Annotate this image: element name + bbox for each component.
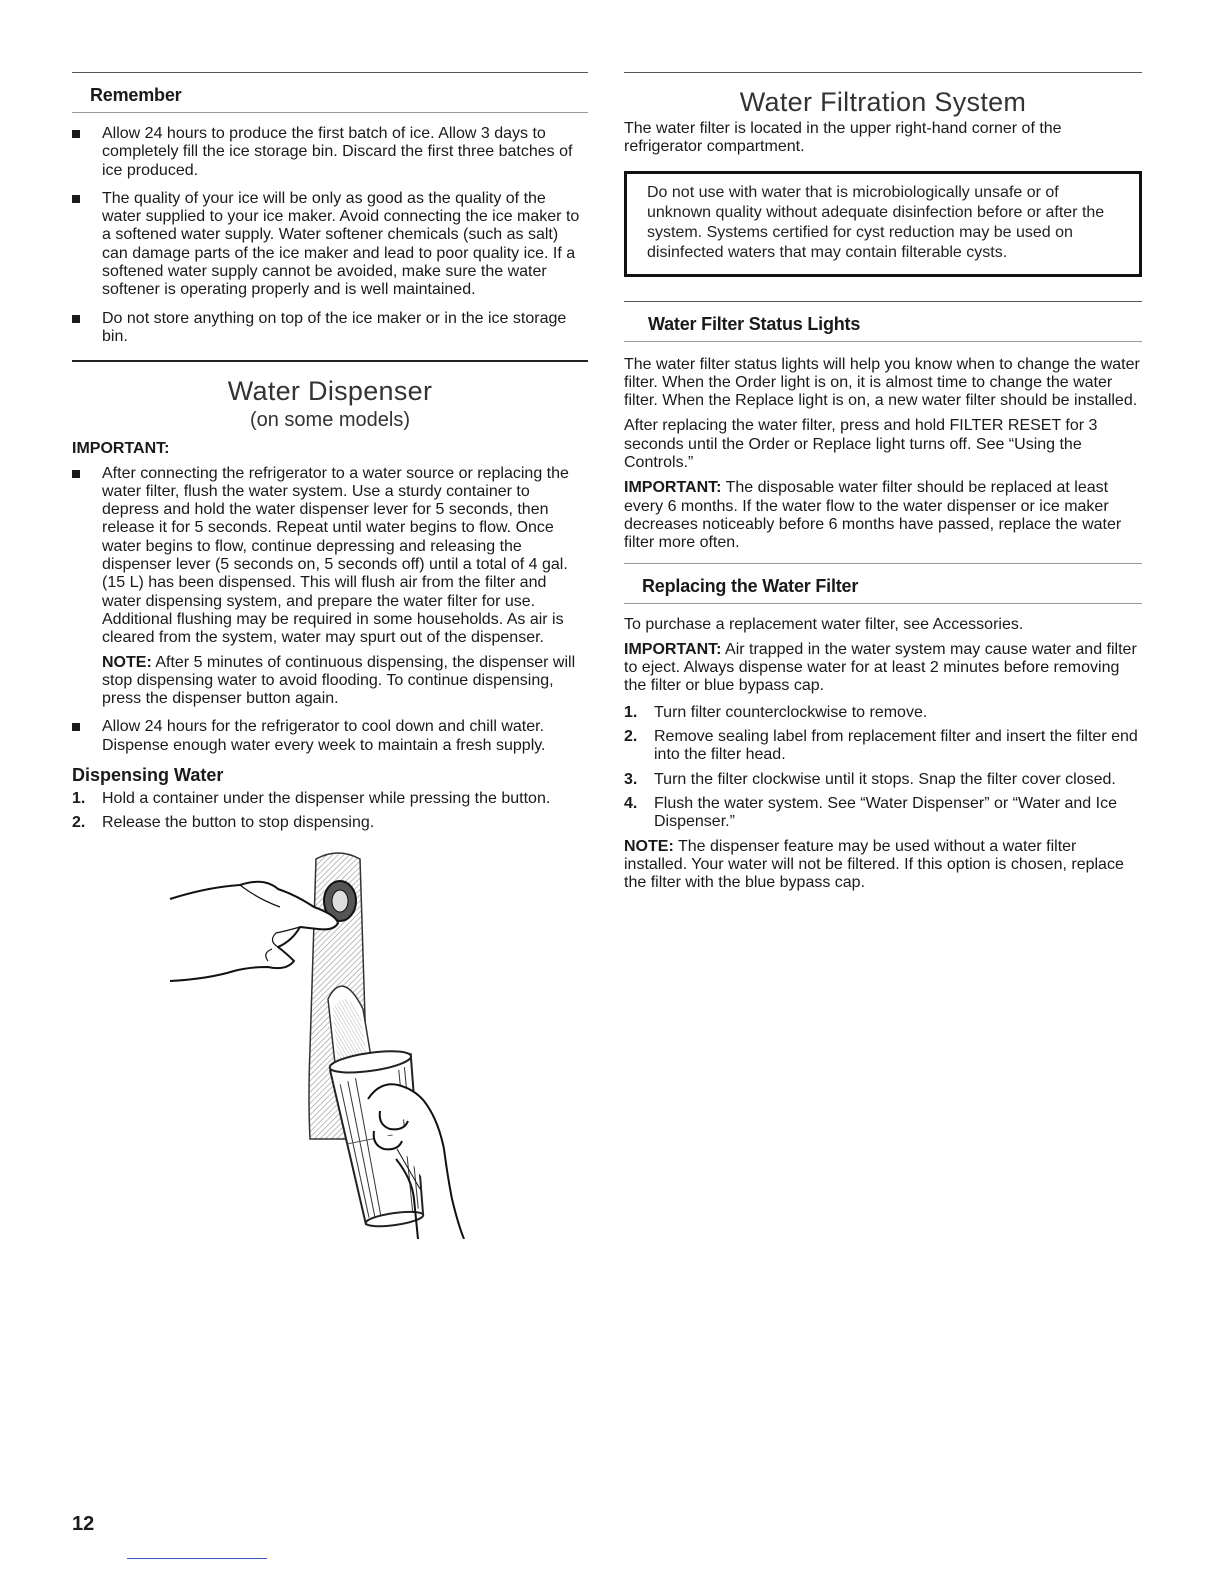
list-item: Allow 24 hours to produce the first batch of ice. Allow 3 days to completely fill the ice storage bin. Discard the first three batches of ice produced. [72,125,588,180]
warning-box: Do not use with water that is microbiologically unsafe or of unknown quality without adequate disinfection before or after the system. Systems certified for cyst reduction may be used on disinfected waters that may contain filterable cysts. [624,171,1142,277]
list-item: Do not store anything on top of the ice maker or in the ice storage bin. [72,310,588,347]
list-item: Allow 24 hours for the refrigerator to cool down and chill water. Dispense enough water every week to maintain a fresh supply. [72,718,588,755]
replacing-note: NOTE: The dispenser feature may be used without a water filter installed. Your water will not be filtered. If this option is chosen, replace the filter with the blue bypass cap. [624,837,1124,892]
list-item: 3. Turn the filter clockwise until it stops. Snap the filter cover closed. [624,770,1116,788]
list-item: The quality of your ice will be only as good as the quality of the water supplied to your ice maker. Avoid connecting the ice maker to a softened water supply. Water softener chemicals (such as salt) can damage parts of the ice maker and lead to poor quality ice. If a softened water supply cannot be avoided, make sure the water softener is operating properly and is well maintained. [72,190,588,300]
list-item: 2. Remove sealing label from replacement filter and insert the filter end into the filter head. [624,728,1138,764]
square-bullet-icon [72,130,80,138]
replacing-p1: To purchase a replacement water filter, see Accessories. [624,615,1024,633]
status-lights-p2: After replacing the water filter, press and hold FILTER RESET for 3 seconds until the Order or Replace light turns off. See “Using the Controls.” [624,417,1098,472]
important-label: IMPORTANT: [72,440,170,458]
dispenser-subtitle: (on some models) [249,409,411,432]
replacing-steps [624,704,1142,832]
right-column [624,72,1142,892]
list-item: 2. Release the button to stop dispensing. [72,814,375,832]
section-rule [624,72,1142,73]
section-rule [624,341,1142,342]
list-item: After connecting the refrigerator to a water source or replacing the water filter, flush the water system. Use a sturdy container to depress and hold the water dispenser lever for 5 seconds, then release it for 5 seconds. Repeat until water begins to flow. Once water begins to flow, continue depressing and releasing the dispenser lever (5 seconds on, 5 seconds off) until a total of 4 gal. (15 L) has been dispensed. This will flush air from the filter and water dispensing system, and prepare the water filter for use. Additional flushing may be required in some households. As air is cleared from the system, water may spurt out of the dispenser. NOTE: After 5 minutes of continuous dispensing, the dispenser will stop dispensing water to avoid flooding. To continue dispensing, press the dispenser button again. [72,465,588,709]
footer-rule [127,1558,267,1559]
section-rule [72,112,588,113]
dispenser-note: NOTE: After 5 minutes of continuous dispensing, the dispenser will stop dispensing water to avoid flooding. To continue dispensing, press the dispenser button again. [102,653,576,708]
status-lights-p3: IMPORTANT: The disposable water filter should be replaced at least every 6 months. If the water flow to the water dispenser or ice maker decreases noticeably before 6 months have passed, replace the water filter more often. [624,479,1122,552]
filtration-intro: The water filter is located in the upper right-hand corner of the refrigerator compartment. [624,120,1062,156]
remember-list [72,125,588,346]
status-lights-heading: Water Filter Status Lights [648,313,861,334]
left-column [72,72,588,1239]
dispenser-list [72,465,588,755]
filtration-title: Water Filtration System [739,87,1027,117]
replacing-heading: Replacing the Water Filter [642,575,859,596]
square-bullet-icon [72,723,80,731]
list-item: 1. Turn filter counterclockwise to remove. [624,703,928,721]
list-item: 1. Hold a container under the dispenser while pressing the button. [72,790,551,808]
page-number: 12 [72,1513,95,1535]
section-rule [72,360,588,362]
dispensing-water-heading: Dispensing Water [72,765,224,786]
dispenser-title: Water Dispenser [227,376,433,407]
status-lights-p1: The water filter status lights will help you know when to change the water filter. When the Order light is on, it is almost time to change the water filter. When the Replace light is on, a new water filter should be installed. [624,355,1140,410]
dispenser-illustration [168,849,508,1239]
replacing-p2: IMPORTANT: Air trapped in the water system may cause water and filter to eject. Always dispense water for at least 2 minutes before removing the filter or blue bypass cap. [624,640,1137,695]
remember-heading: Remember [90,85,182,105]
section-rule [624,603,1142,604]
list-item: 4. Flush the water system. See “Water Dispenser” or “Water and Ice Dispenser.” [624,794,1117,831]
dispensing-steps [72,790,588,833]
square-bullet-icon [72,470,80,478]
square-bullet-icon [72,315,80,323]
square-bullet-icon [72,195,80,203]
